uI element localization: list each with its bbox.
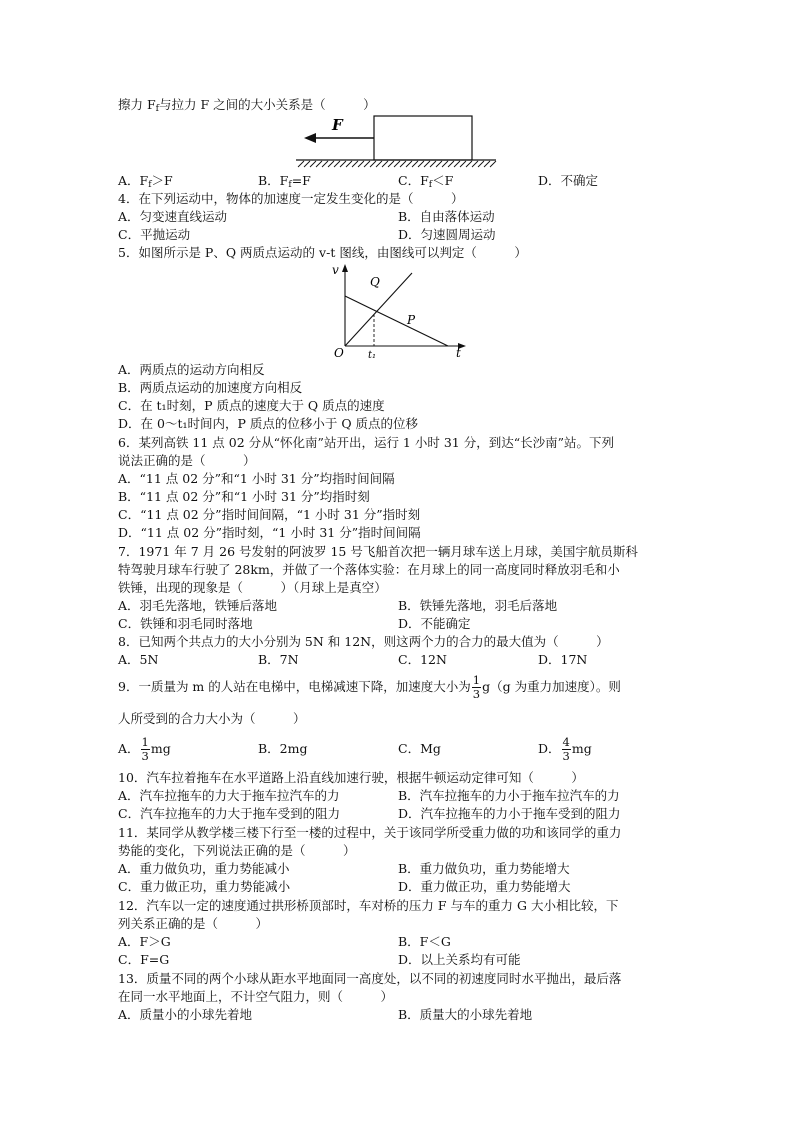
q9-option-d-fraction	[562, 736, 571, 763]
q9-stem-line1	[118, 672, 621, 702]
q5-stem: 5．如图所示是 P、Q 两质点运动的 v-t 图线，由图线可以判定（ ）	[118, 245, 527, 260]
q3-option-d	[538, 172, 598, 190]
q12-option-a: A．F＞G	[118, 934, 171, 949]
q13-stem-line2: 在同一水平地面上，不计空气阻力，则（ ）	[118, 989, 394, 1004]
q3-option-b-sub: f	[288, 180, 292, 190]
q9-fraction-num: 1	[472, 673, 481, 687]
q4-option-b: B．自由落体运动	[398, 209, 495, 224]
q12-option-c: C．F=G	[118, 952, 170, 967]
q7-stem-line2: 特驾驶月球车行驶了 28km，并做了一个落体实验：在月球上的同一高度同时释放羽毛和小	[118, 562, 620, 577]
q10-option-b: B．汽车拉拖车的力小于拖车拉汽车的力	[398, 788, 620, 803]
q10-option-c: C．汽车拉拖车的力大于拖车受到的阻力	[118, 806, 341, 821]
q3-stem-subscript: f	[155, 104, 159, 114]
q8-stem: 8．已知两个共点力的大小分别为 5N 和 12N，则这两个力的合力的最大值为（ ）	[118, 634, 609, 649]
q9-option-a-num: 1	[141, 735, 149, 749]
label-origin: O	[334, 346, 344, 360]
q5-option-b: B．两质点运动的加速度方向相反	[118, 380, 303, 395]
q6-stem-line2: 说法正确的是（ ）	[118, 453, 256, 468]
q3-option-b-text: B．F	[258, 173, 289, 188]
q4-stem: 4．在下列运动中，物体的加速度一定发生变化的是（ ）	[118, 191, 464, 206]
q5-option-d: D．在 0～t₁时间内，P 质点的位移小于 Q 质点的位移	[118, 416, 419, 431]
q6-option-c: C．“11 点 02 分”指时间间隔，“1 小时 31 分”指时刻	[118, 507, 421, 522]
q3-option-b-rel: =F	[291, 173, 311, 188]
q3-stem-part-b: 与拉力 F 之间的大小关系是（ ）	[159, 97, 376, 112]
q5-option-c: C．在 t₁时刻，P 质点的速度大于 Q 质点的速度	[118, 398, 385, 413]
q9-stem-text: 9．一质量为 m 的人站在电梯中，电梯减速下降，加速度大小为	[118, 679, 471, 694]
q12-stem-line1: 12．汽车以一定的速度通过拱形桥顶部时，车对桥的压力 F 与车的重力 G 大小相比较，下	[118, 898, 619, 913]
q9-fraction	[472, 674, 481, 701]
q4-option-d: D．匀速圆周运动	[398, 227, 496, 242]
q11-option-a: A．重力做负功，重力势能减小	[118, 861, 290, 876]
q10-option-a: A．汽车拉拖车的力大于拖车拉汽车的力	[118, 788, 340, 803]
label-p: P	[407, 313, 416, 327]
q12-stem-line2: 列关系正确的是（ ）	[118, 916, 269, 931]
q8-option-b: B．7N	[258, 652, 299, 667]
q8-option-c: C．12N	[398, 652, 447, 667]
q3-figure	[290, 110, 500, 172]
q7-option-d: D．不能确定	[398, 616, 471, 631]
q9-fraction-den: 3	[472, 687, 481, 701]
q9-option-d-num: 4	[562, 735, 570, 749]
block	[374, 116, 472, 160]
q6-option-b: B．“11 点 02 分”和“1 小时 31 分”均指时刻	[118, 489, 370, 504]
label-t1: t₁	[368, 350, 377, 361]
q3-option-a-sub: f	[148, 180, 152, 190]
q3-option-a-rel: ＞F	[151, 173, 173, 188]
q3-stem-part-a: 擦力 F	[118, 97, 156, 112]
q9-option-d-den: 3	[562, 749, 570, 763]
q13-option-b: B．质量大的小球先着地	[398, 1007, 533, 1022]
q6-option-a: A．“11 点 02 分”和“1 小时 31 分”均指时间间隔	[118, 471, 395, 486]
label-t: t	[456, 346, 461, 360]
label-q: Q	[370, 275, 380, 289]
q13-option-a: A．质量小的小球先着地	[118, 1007, 253, 1022]
q9-option-a	[118, 734, 171, 764]
q9-stem-line2: 人所受到的合力大小为（ ）	[118, 711, 306, 726]
line-p	[345, 296, 448, 346]
q9-option-a-fraction	[141, 736, 150, 763]
q11-option-b: B．重力做负功，重力势能增大	[398, 861, 570, 876]
q11-option-c: C．重力做正功，重力势能减小	[118, 879, 291, 894]
q9-option-a-unit: mg	[150, 741, 171, 756]
q7-option-b: B．铁锤先落地，羽毛后落地	[398, 598, 558, 613]
q11-stem-line1: 11．某同学从教学楼三楼下行至一楼的过程中，关于该同学所受重力做的功和该同学的重力	[118, 825, 622, 840]
q10-option-d: D．汽车拉拖车的力小于拖车受到的阻力	[398, 806, 621, 821]
q9-option-c: C．Mg	[398, 741, 441, 756]
q11-stem-line2: 势能的变化，下列说法正确的是（ ）	[118, 843, 356, 858]
q3-option-c-text: C．F	[398, 173, 429, 188]
q5-option-a: A．两质点的运动方向相反	[118, 362, 265, 377]
q11-option-d: D．重力做正功，重力势能增大	[398, 879, 571, 894]
force-label: F	[332, 116, 343, 134]
q9-option-a-den: 3	[141, 749, 149, 763]
q9-option-b: B．2mg	[258, 741, 308, 756]
q9-stem-tail: g（g 为重力加速度）。则	[482, 679, 621, 694]
q7-stem-line1: 7．1971 年 7 月 26 号发射的阿波罗 15 号飞船首次把一辆月球车送上月球，美国宇航员斯科	[118, 544, 638, 559]
q7-stem-line3: 铁锤，出现的现象是（ ）（月球上是真空）	[118, 580, 387, 595]
label-v: v	[332, 263, 339, 277]
q12-option-b: B．F＜G	[398, 934, 451, 949]
q9-option-d-label: D．	[538, 741, 561, 756]
q8-option-a: A．5N	[118, 652, 159, 667]
v-axis-arrow	[342, 264, 348, 272]
force-arrow-head	[304, 133, 316, 143]
ground-hatch	[298, 161, 496, 167]
q5-vt-graph	[326, 260, 476, 362]
q4-option-c: C．平抛运动	[118, 227, 191, 242]
q3-option-c-rel: ＜F	[432, 173, 454, 188]
q8-option-d: D．17N	[538, 652, 588, 667]
q12-option-d: D．以上关系均有可能	[398, 952, 521, 967]
q9-option-d-unit: mg	[571, 741, 592, 756]
q4-option-a: A．匀变速直线运动	[118, 209, 228, 224]
q9-option-a-label: A．	[118, 741, 140, 756]
q7-option-c: C．铁锤和羽毛同时落地	[118, 616, 253, 631]
q3-option-a-text: A．F	[118, 173, 149, 188]
q3-option-c-sub: f	[428, 180, 433, 190]
q6-option-d: D．“11 点 02 分”指时刻，“1 小时 31 分”指时间间隔	[118, 525, 421, 540]
q6-stem-line1: 6．某列高铁 11 点 02 分从“怀化南”站开出，运行 1 小时 31 分，到达“长沙南”站。下列	[118, 435, 614, 450]
q3-option-d-text: D．不确定	[538, 173, 599, 188]
q9-option-d	[538, 734, 592, 764]
q7-option-a: A．羽毛先落地，铁锤后落地	[118, 598, 278, 613]
q13-stem-line1: 13．质量不同的两个小球从距水平地面同一高度处，以不同的初速度同时水平抛出，最后落	[118, 971, 622, 986]
q10-stem: 10．汽车拉着拖车在水平道路上沿直线加速行驶，根据牛顿运动定律可知（ ）	[118, 770, 584, 785]
